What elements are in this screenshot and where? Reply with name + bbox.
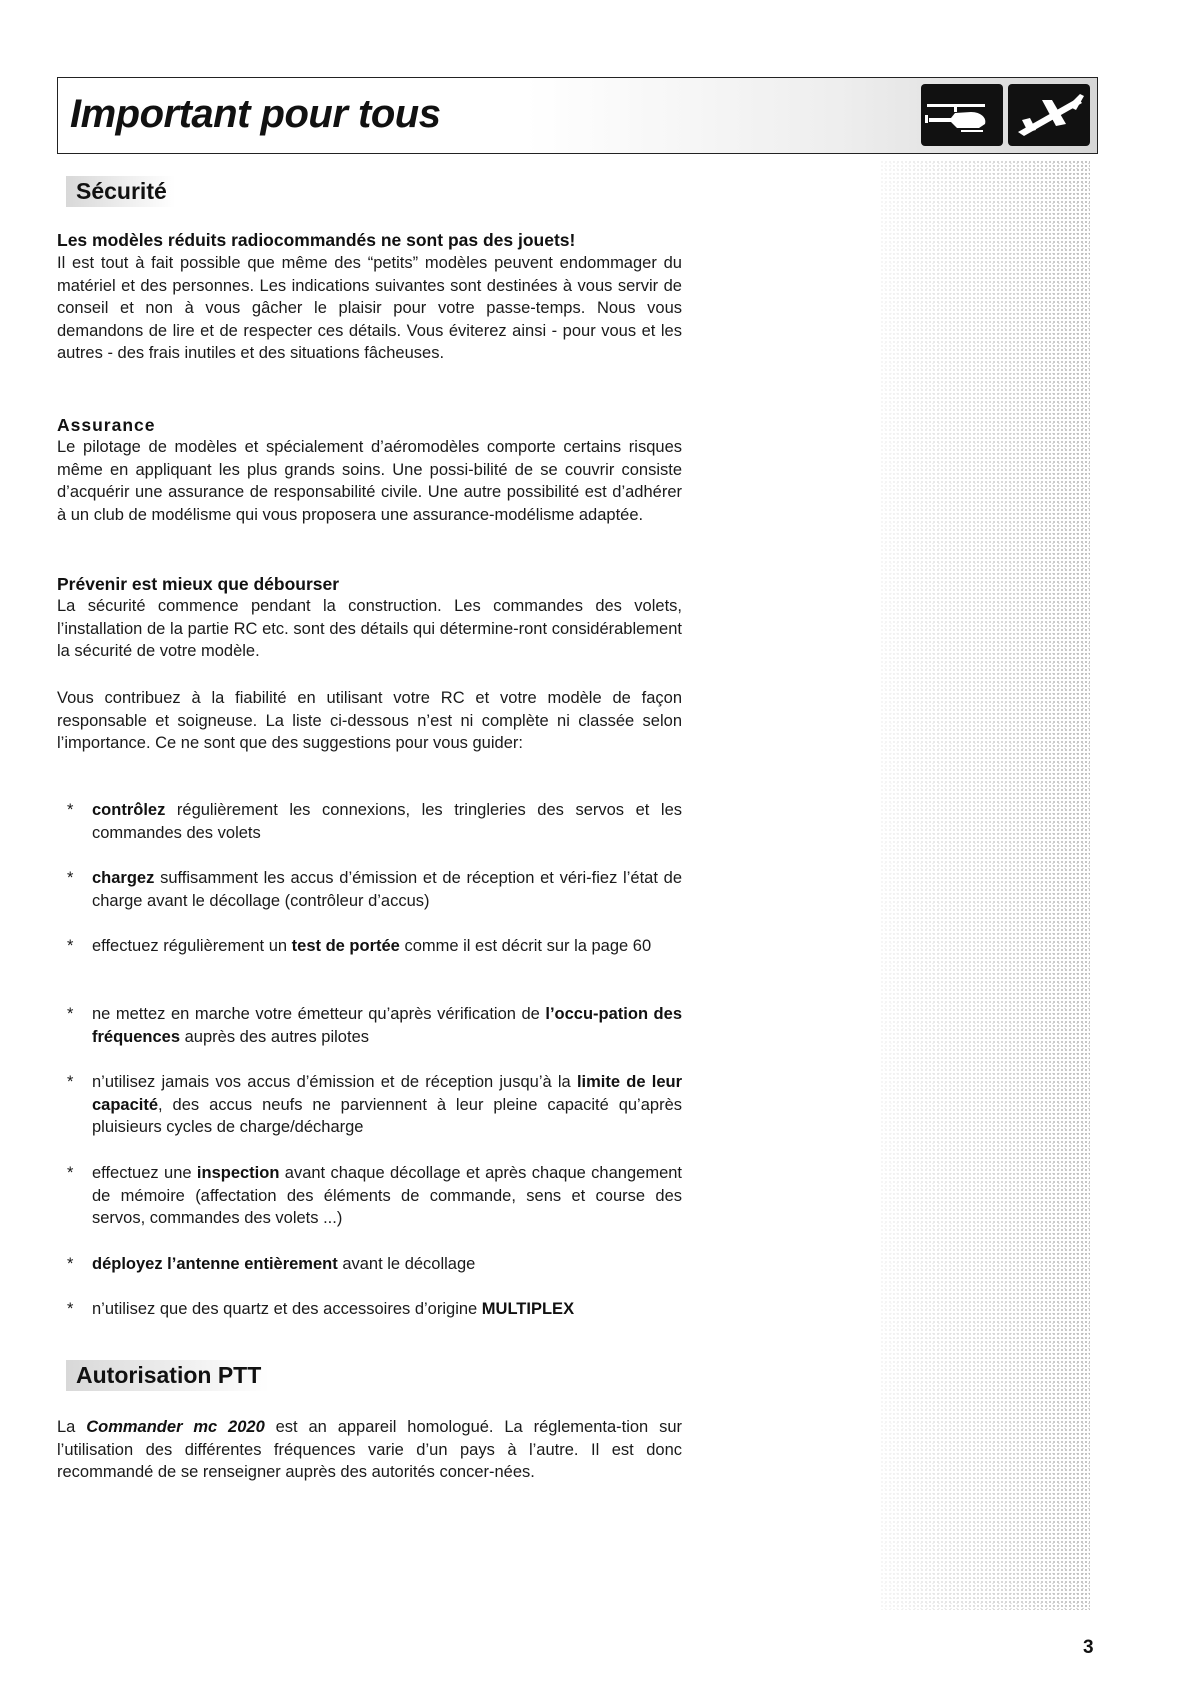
product-name: Commander mc 2020	[86, 1418, 265, 1436]
page-title: Important pour tous	[70, 92, 441, 136]
dotted-side-strip	[880, 160, 1090, 1610]
section-title-securite: Sécurité	[66, 176, 175, 207]
intro-paragraph: Il est tout à fait possible que même des “petits” modèles peuvent endommager du matériel et des personnes. Les indications suivantes sont destinées à vous servir de conseil et non à vous gâcher le plaisir pour votre passe-temps. Nous vous demandons de lire et de respecter ces détails. Vous éviterez ainsi - pour vous et les autres - des frais inutiles et des situations fâcheuses.	[57, 254, 682, 362]
list-item: * contrôlez régulièrement les connexions, les tringleries des servos et les commandes des volets	[67, 801, 682, 842]
page-number: 3	[1083, 1637, 1094, 1658]
list-item: * déployez l’antenne entièrement avant le décollage	[67, 1255, 476, 1273]
helicopter-icon	[921, 84, 1003, 146]
contribution-paragraph: Vous contribuez à la fiabilité en utilisant votre RC et votre modèle de façon responsable et soigneuse. La liste ci-dessous n’est ni complète ni classée selon l’importance. Ce ne sont que des suggestions pour vous guider:	[57, 689, 682, 752]
page-header	[57, 77, 1098, 154]
airplane-icon	[1008, 84, 1090, 146]
prevenir-heading: Prévenir est mieux que débourser	[57, 574, 340, 594]
list-item: * effectuez une inspection avant chaque décollage et après chaque changement de mémoire (affectation des éléments de commande, sens et course des servos, commandes des volets ...)	[67, 1164, 683, 1227]
intro-heading: Les modèles réduits radiocommandés ne sont pas des jouets!	[57, 230, 576, 250]
assurance-paragraph: Le pilotage de modèles et spécialement d’aéromodèles comporte certains risques même en appliquant les plus grands soins. Une possi-bilité de se couvrir consiste d’acquérir une assurance de responsabilité civile. Une autre possibilité est d’adhérer à un club de modélisme qui vous proposera une assurance-modélisme adaptée.	[57, 438, 682, 524]
list-item: * ne mettez en marche votre émetteur qu’après vérification de l’occu-pation des fréquences auprès des autres pilotes	[67, 1005, 682, 1046]
list-item: * effectuez régulièrement un test de portée comme il est décrit sur la page 60	[67, 937, 652, 955]
autorisation-paragraph: La Commander mc 2020 est an appareil homologué. La réglementa-tion sur l’utilisation des différentes fréquences varie d’un pays à l’autre. Il est donc recommandé de se renseigner auprès des autorités concer-nées.	[57, 1418, 683, 1481]
list-item: * chargez suffisamment les accus d’émission et de réception et véri-fiez l’état de charge avant le décollage (contrôleur d’accus)	[67, 869, 682, 910]
list-item: * n’utilisez que des quartz et des accessoires d’origine MULTIPLEX	[67, 1300, 575, 1318]
section-title-autorisation: Autorisation PTT	[66, 1360, 269, 1391]
prevenir-paragraph: La sécurité commence pendant la construction. Les commandes des volets, l’installation de la partie RC etc. sont des détails qui détermine-ront considérablement la sécurité de votre modèle.	[57, 597, 682, 660]
assurance-heading: Assurance	[57, 415, 156, 435]
list-item: * n’utilisez jamais vos accus d’émission et de réception jusqu’à la limite de leur capacité, des accus neufs ne parviennent à leur pleine capacité qu’après pluisieurs cycles de charge/décharge	[67, 1073, 682, 1136]
